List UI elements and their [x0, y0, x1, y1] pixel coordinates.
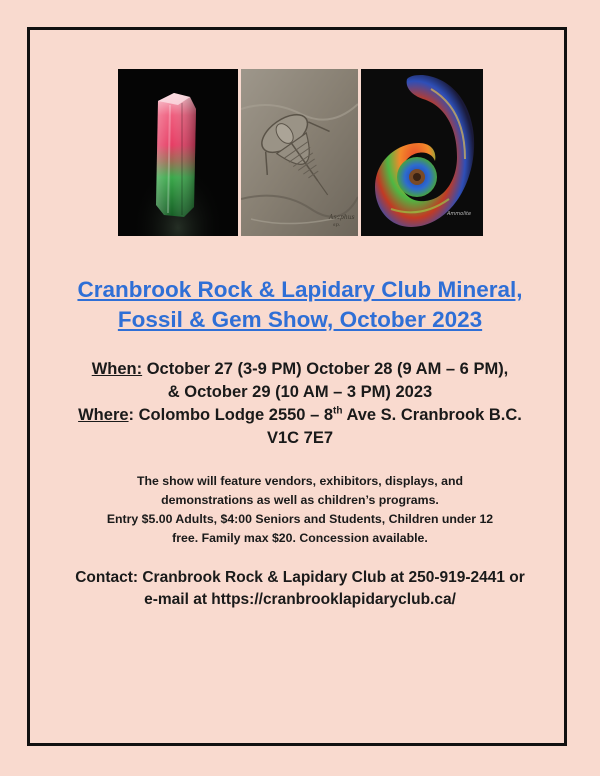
contact-line-2: e-mail at https://cranbrooklapidaryclub.ca/	[144, 591, 456, 608]
description-line-4: free. Family max $20. Concession available.	[172, 531, 428, 545]
where-address-a: : Colombo Lodge 2550 – 8	[128, 406, 334, 424]
when-label: When:	[91, 360, 143, 378]
description-line-3: Entry $5.00 Adults, $4:00 Seniors and Students, Children under 12	[106, 512, 494, 526]
trilobite-fossil-photo	[241, 69, 358, 236]
title-line-1: Cranbrook Rock & Lapidary Club Mineral,	[77, 277, 523, 302]
where-label: Where	[78, 406, 129, 424]
when-line	[40, 358, 560, 381]
event-title[interactable]	[40, 275, 560, 335]
tourmaline-crystal-photo	[118, 69, 238, 236]
contact-block	[40, 567, 560, 611]
svg-text:sp.: sp.	[333, 222, 341, 228]
title-line-2: Fossil & Gem Show, October 2023	[117, 307, 483, 332]
schedule-block	[40, 358, 560, 450]
contact-line-1: Contact: Cranbrook Rock & Lapidary Club at 250-919-2441 or	[75, 569, 525, 586]
where-address-sup: th	[333, 405, 343, 417]
svg-text:Asaphus: Asaphus	[329, 214, 355, 221]
where-postal-code: V1C 7E7	[266, 429, 334, 447]
when-dates-1: October 27 (3-9 PM) October 28 (9 AM – 6 PM),	[142, 360, 509, 378]
svg-text:Ammolite: Ammolite	[447, 211, 472, 217]
when-dates-2: & October 29 (10 AM – 3 PM) 2023	[167, 383, 433, 401]
where-address-b: Ave S. Cranbrook B.C.	[342, 406, 522, 424]
description-block	[50, 472, 550, 548]
description-line-1: The show will feature vendors, exhibitors, displays, and	[137, 474, 463, 488]
photo-strip	[118, 69, 483, 236]
description-line-2: demonstrations as well as children’s programs.	[161, 493, 439, 507]
ammonite-gem-photo	[361, 69, 483, 236]
where-line	[40, 404, 560, 427]
